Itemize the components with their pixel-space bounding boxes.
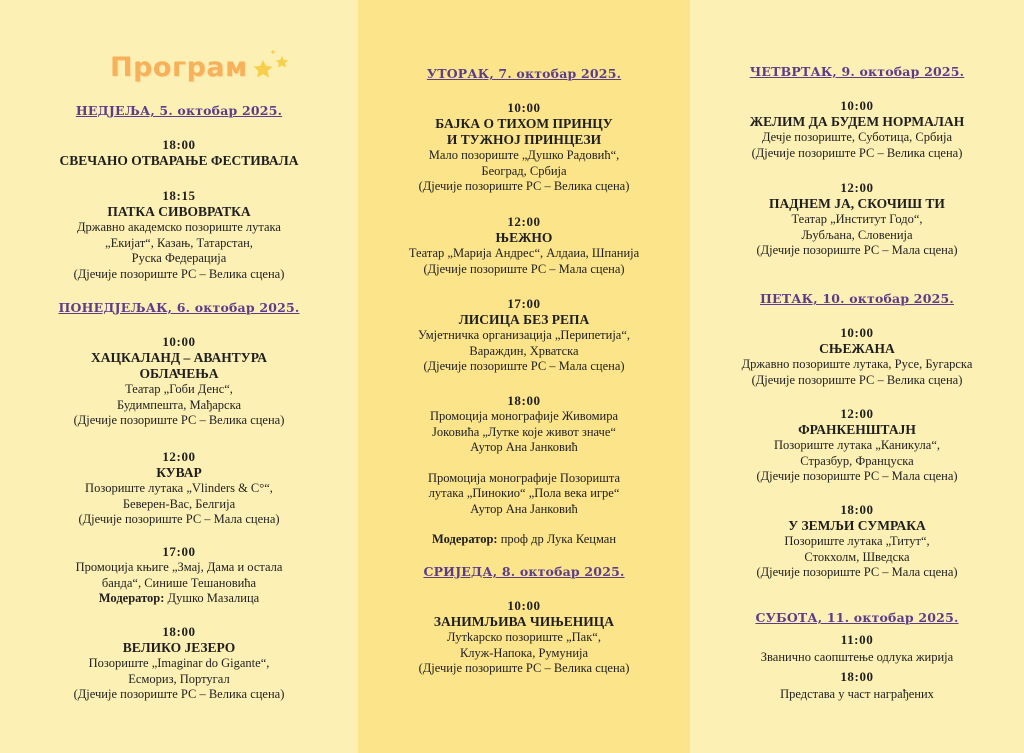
event-kuvar — [0, 449, 358, 528]
event-line: (Дјечије позориште РС – Мала сцена) — [423, 359, 625, 373]
event-jury-announcement — [690, 632, 1024, 666]
event-line: Аутор Ана Јанковић — [470, 501, 578, 516]
column-2 — [358, 0, 690, 753]
event-u-zemlji-sumraka — [690, 502, 1024, 581]
event-line: Државно академско позориште лутака — [77, 220, 281, 234]
event-time: 12:00 — [162, 449, 196, 464]
event-line: (Дјечије позориште РС – Велика сцена) — [73, 687, 285, 701]
event-line: Позориште лутака „Каникула“, — [773, 438, 940, 452]
event-opening — [0, 137, 358, 169]
event-line: Позориште „Imaginar do Gigante“, — [88, 656, 270, 670]
event-time: 18:00 — [507, 393, 541, 408]
event-title: СЊЕЖАНА — [819, 341, 895, 356]
event-line: Вараждин, Хрватска — [469, 343, 579, 358]
event-bajka — [358, 100, 690, 195]
event-line: банда“, Синише Тешановића — [101, 575, 257, 590]
event-line: (Дјечије позориште РС – Велика сцена) — [73, 413, 285, 427]
event-time: 18:00 — [162, 624, 196, 639]
event-line: Беверен-Вас, Белгија — [122, 496, 236, 511]
event-line: Представа у част награђених — [780, 687, 934, 701]
event-time: 12:00 — [507, 214, 541, 229]
stars-icon — [250, 46, 294, 82]
event-line: (Дјечије позориште РС – Мала сцена) — [423, 261, 625, 276]
event-line: Стразбур, Француска — [800, 453, 914, 468]
event-line: Умјетничка организација „Перипетија“, — [417, 328, 631, 342]
event-time: 10:00 — [507, 100, 541, 115]
event-time: 18:15 — [162, 188, 196, 203]
event-line: Позориште лутака „Титут“, — [784, 534, 930, 548]
day-heading-wednesday: СРИЈЕДА, 8. октобар 2025. — [423, 564, 625, 579]
event-line: Руска Федерација — [131, 251, 227, 265]
event-time: 11:00 — [840, 632, 874, 647]
moderator-line — [358, 532, 690, 548]
event-snezana — [690, 325, 1024, 388]
event-line: (Дјечије позориште РС – Мала сцена) — [756, 243, 958, 257]
event-line: Љубљана, Словенија — [801, 227, 913, 242]
event-time: 10:00 — [840, 325, 874, 340]
day-heading-thursday: ЧЕТВРТАК, 9. октобар 2025. — [749, 64, 965, 79]
event-line: Званично саопштење одлука жирија — [760, 650, 954, 664]
event-title: ОБЛАЧЕЊА — [139, 366, 219, 381]
event-line: (Дјечије позориште РС – Велика сцена) — [73, 266, 285, 281]
event-time: 12:00 — [840, 406, 874, 421]
event-line: Аутор Ана Јанковић — [470, 440, 578, 454]
event-time: 10:00 — [840, 98, 874, 113]
event-line: Театар „Марија Андрес“, Алдаиа, Шпанија — [408, 246, 640, 260]
event-frankenstajn — [690, 406, 1024, 485]
event-line: лутака „Пинокио“ „Пола века игре“ — [428, 486, 620, 500]
program-heading: Програм — [110, 52, 248, 83]
event-title: ПАДНЕМ ЈА, СКОЧИШ ТИ — [769, 196, 945, 211]
event-book-promo — [0, 544, 358, 607]
moderator-label: Модератор: — [98, 591, 165, 605]
event-time: 10:00 — [162, 334, 196, 349]
event-title: СВЕЧАНО ОТВАРАЊЕ ФЕСТИВАЛА — [59, 153, 299, 168]
moderator-name: проф др Лука Кецман — [497, 532, 617, 546]
event-title: ЛИСИЦА БЕЗ РЕПА — [458, 312, 590, 327]
event-line: (Дјечије позориште РС – Велика сцена) — [751, 372, 963, 387]
event-zanimljiva — [358, 598, 690, 677]
event-title: ФРАНКЕНШТАЈН — [798, 422, 916, 437]
day-heading-tuesday: УТОРАК, 7. октобар 2025. — [426, 66, 622, 81]
event-padnem — [690, 180, 1024, 259]
event-line: (Дјечије позориште РС – Велика сцена) — [418, 179, 630, 193]
day-heading-monday: ПОНЕДЈЕЉАК, 6. октобар 2025. — [58, 300, 300, 315]
event-time: 10:00 — [507, 598, 541, 613]
event-line: Београд, Србија — [481, 163, 567, 178]
event-line: „Екијат“, Казањ, Татарстан, — [105, 235, 253, 250]
event-line: Стокхолм, Шведска — [804, 549, 910, 564]
event-time: 18:00 — [840, 502, 874, 517]
column-3 — [690, 0, 1024, 753]
event-line: (Дјечије позориште РС – Мала сцена) — [756, 469, 958, 483]
event-nezno — [358, 214, 690, 277]
event-line: Промоција монографије Позоришта — [427, 470, 621, 485]
event-line: Позориште лутака „Vlinders & C°“, — [85, 481, 273, 495]
event-line: Клуж-Напока, Румунија — [459, 645, 589, 660]
moderator-name: Душко Мазалица — [164, 591, 260, 605]
event-title: ХАЦКАЛАНД – АВАНТУРА — [91, 350, 267, 365]
event-line: Будимпешта, Мађарска — [116, 397, 242, 412]
event-title: ВЕЛИКО ЈЕЗЕРО — [122, 640, 236, 655]
event-line: Јоковића „Лутке које живот значе“ — [432, 424, 616, 439]
event-title: ПАТКА СИВОВРАТКА — [107, 204, 251, 219]
event-time: 12:00 — [840, 180, 874, 195]
event-time: 17:00 — [507, 296, 541, 311]
day-heading-sunday: НЕДЈЕЉА, 5. октобар 2025. — [75, 103, 283, 118]
event-line: Промоција монографије Живомира — [429, 409, 619, 423]
column-1 — [0, 0, 358, 753]
event-zelim — [690, 98, 1024, 161]
event-lisica — [358, 296, 690, 375]
event-line: Театар „Гоби Денс“, — [125, 382, 233, 396]
event-line: Театар „Институт Годо“, — [791, 212, 923, 226]
event-time: 18:00 — [162, 137, 196, 152]
event-line: (Дјечије позориште РС – Велика сцена) — [418, 661, 630, 675]
event-monograph-promo — [358, 393, 690, 548]
event-title: БАЈКА О ТИХОМ ПРИНЦУ — [435, 116, 613, 131]
event-title: У ЗЕМЉИ СУМРАКА — [788, 518, 926, 533]
event-line: Есмориз, Португал — [128, 671, 230, 686]
moderator-line — [0, 591, 358, 607]
event-time: 18:00 — [840, 669, 874, 684]
event-time: 17:00 — [162, 544, 196, 559]
day-heading-saturday: СУБОТА, 11. октобар 2025. — [755, 610, 959, 625]
event-line: (Дјечије позориште РС – Велика сцена) — [751, 145, 963, 160]
event-awards-show — [690, 669, 1024, 703]
event-title: КУВАР — [156, 465, 202, 480]
event-title: ЗАНИМЉИВА ЧИЊЕНИЦА — [433, 614, 615, 629]
event-line: Промоција књиге „Змај, Дама и остала — [75, 560, 283, 574]
event-veliko-jezero — [0, 624, 358, 703]
event-title: ЖЕЛИМ ДА БУДЕМ НОРМАЛАН — [749, 114, 965, 129]
day-heading-friday: ПЕТАК, 10. октобар 2025. — [760, 291, 954, 306]
event-line: Државно позориште лутака, Русе, Бугарска — [741, 357, 973, 371]
event-line: Мало позориште „Душко Радовић“, — [428, 148, 620, 162]
event-line: (Дјечије позориште РС – Мала сцена) — [78, 512, 280, 526]
event-line: (Дјечије позориште РС – Мала сцена) — [756, 565, 958, 579]
event-line: Лутkарско позориште „Пак“, — [447, 630, 601, 644]
event-hackaland — [0, 334, 358, 429]
moderator-label: Модератор: — [431, 532, 498, 546]
event-patka — [0, 188, 358, 282]
event-line: Дечје позориште, Суботица, Србија — [761, 130, 953, 144]
event-title: ЊЕЖНО — [495, 230, 553, 245]
event-title: И ТУЖНОЈ ПРИНЦЕЗИ — [446, 132, 602, 147]
